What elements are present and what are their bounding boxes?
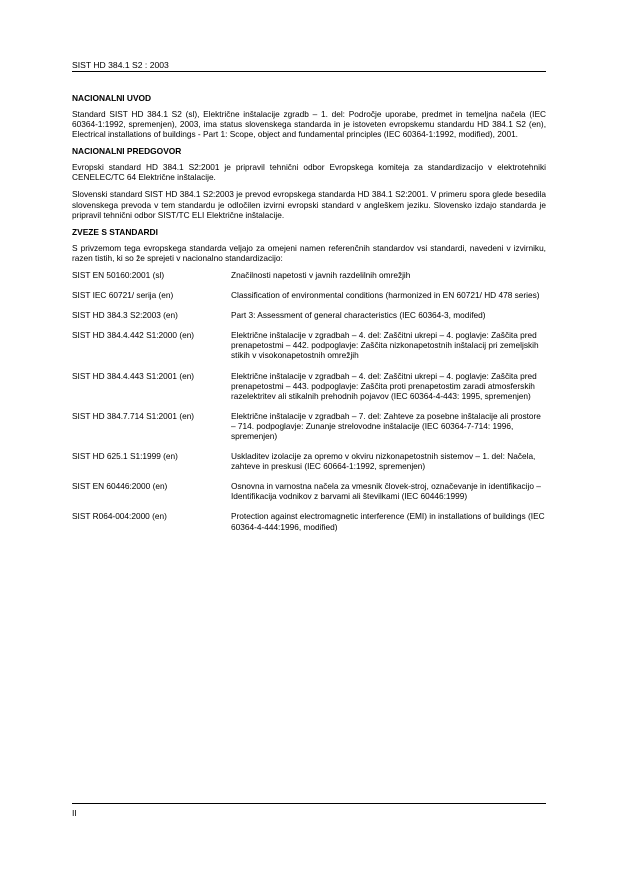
reference-code: SIST HD 384.3 S2:2003 (en) bbox=[72, 310, 178, 321]
reference-code: SIST R064-004:2000 (en) bbox=[72, 511, 167, 522]
section-standards-links bbox=[72, 227, 546, 532]
document-body bbox=[72, 90, 546, 542]
reference-title: Električne inštalacije v zgradbah – 4. del: Zaščitni ukrepi – 4. poglavje: Zaščita pred prenapetostmi – 442. podpoglavje: Zaščita nizkonapetostnih inštalacij pri zemeljskih stikih v visokonapetostnih omrežjih bbox=[231, 330, 539, 361]
section-title: ZVEZE S STANDARDI bbox=[72, 226, 158, 237]
reference-row bbox=[72, 330, 546, 360]
reference-code: SIST HD 625.1 S1:1999 (en) bbox=[72, 451, 178, 462]
reference-title: Osnovna in varnostna načela za vmesnik človek-stroj, označevanje in identifikacijo – Identifikacija vodnikov z barvami ali številkami (IEC 60446:1999) bbox=[231, 481, 541, 502]
reference-title: Električne inštalacije v zgradbah – 7. del: Zahteve za posebne inštalacije ali prostore – 714. podpoglavje: Zunanje strelovodne inštalacije (IEC 60364-7-714: 1996, spremenjen) bbox=[231, 410, 541, 441]
reference-row bbox=[72, 371, 546, 401]
reference-code: SIST EN 50160:2001 (sl) bbox=[72, 269, 165, 280]
paragraph: Evropski standard HD 384.1 S2:2001 je pripravil tehnični odbor Evropskega komiteja za standardizacijo v elektrotehniki CENELEC/TC 64 Električne inštalacije. bbox=[72, 162, 546, 183]
reference-code: SIST HD 384.4.443 S1:2001 (en) bbox=[72, 370, 195, 381]
reference-code: SIST HD 384.7.714 S1:2001 (en) bbox=[72, 410, 195, 421]
page-number: II bbox=[72, 808, 77, 818]
section-title: NACIONALNI UVOD bbox=[72, 93, 152, 103]
reference-row bbox=[72, 481, 546, 501]
reference-row bbox=[72, 290, 546, 300]
reference-row bbox=[72, 411, 546, 441]
paragraph: Standard SIST HD 384.1 S2 (sl), Električne inštalacije zgradb – 1. del: Področje uporabe, predmet in temeljna načela (IEC 60364-1:1992, spremenjen), 2003, ima status slovenskega standarda in je istoveten evropskemu standardu HD 384.1 S2 (en), Electrical installations of buildings - Part 1: Scope, object and fundamental principles (IEC 60364-1:1992, modified), 2001. bbox=[72, 109, 546, 140]
reference-title: Protection against electromagnetic interference (EMI) in installations of buildings (IEC 60364-4-444:1996, modified) bbox=[231, 511, 545, 532]
section-intro bbox=[72, 93, 546, 139]
document-header: SIST HD 384.1 S2 : 2003 bbox=[72, 60, 169, 70]
reference-title: Značilnosti napetosti v javnih razdelilnih omrežjih bbox=[231, 269, 411, 280]
paragraph: S privzemom tega evropskega standarda veljajo za omejeni namen referenčnih standardov vsi standardi, navedeni v izvirniku, razen tistih, ki so že sprejeti v nacionalno standardizacijo: bbox=[72, 242, 546, 263]
section-foreword bbox=[72, 146, 546, 219]
reference-row bbox=[72, 511, 546, 531]
header-rule bbox=[72, 71, 546, 72]
reference-code: SIST EN 60446:2000 (en) bbox=[72, 481, 168, 492]
footer-rule bbox=[72, 803, 546, 804]
reference-row bbox=[72, 310, 546, 320]
paragraph: Slovenski standard SIST HD 384.1 S2:2003 je prevod evropskega standarda HD 384.1 S2:2001. V primeru spora glede besedila slovenskega prevoda v tem standardu je odločilen izvirni evropski standard v angleškem jeziku. Slovensko izdajo standarda je pripravil tehnični odbor SIST/TC ELI Električne inštalacije. bbox=[72, 189, 546, 220]
reference-title: Uskladitev izolacije za opremo v okviru nizkonapetostnih sistemov – 1. del: Načela, zahteve in preskusi (IEC 60664-1:1992, spremenjen) bbox=[231, 451, 536, 472]
reference-code: SIST HD 384.4.442 S1:2000 (en) bbox=[72, 330, 195, 341]
reference-row bbox=[72, 270, 546, 280]
section-title: NACIONALNI PREDGOVOR bbox=[72, 146, 182, 157]
reference-title: Električne inštalacije v zgradbah – 4. del: Zaščitni ukrepi – 4. poglavje: Zaščita pred prenapetostmi – 443. podpoglavje: Zaščita proti prenapetostim zaradi atmosferskih razelektritev ali stikalnih prehodnih pojavov (IEC 60364-4-443: 1995, spremenjen) bbox=[231, 370, 537, 401]
reference-list bbox=[72, 270, 546, 532]
reference-row bbox=[72, 451, 546, 471]
reference-title: Part 3: Assessment of general characteristics (IEC 60364-3, modifed) bbox=[231, 310, 486, 321]
reference-title: Classification of environmental conditions (harmonized in EN 60721/ HD 478 series) bbox=[231, 290, 540, 301]
reference-code: SIST IEC 60721/ serija (en) bbox=[72, 290, 174, 301]
